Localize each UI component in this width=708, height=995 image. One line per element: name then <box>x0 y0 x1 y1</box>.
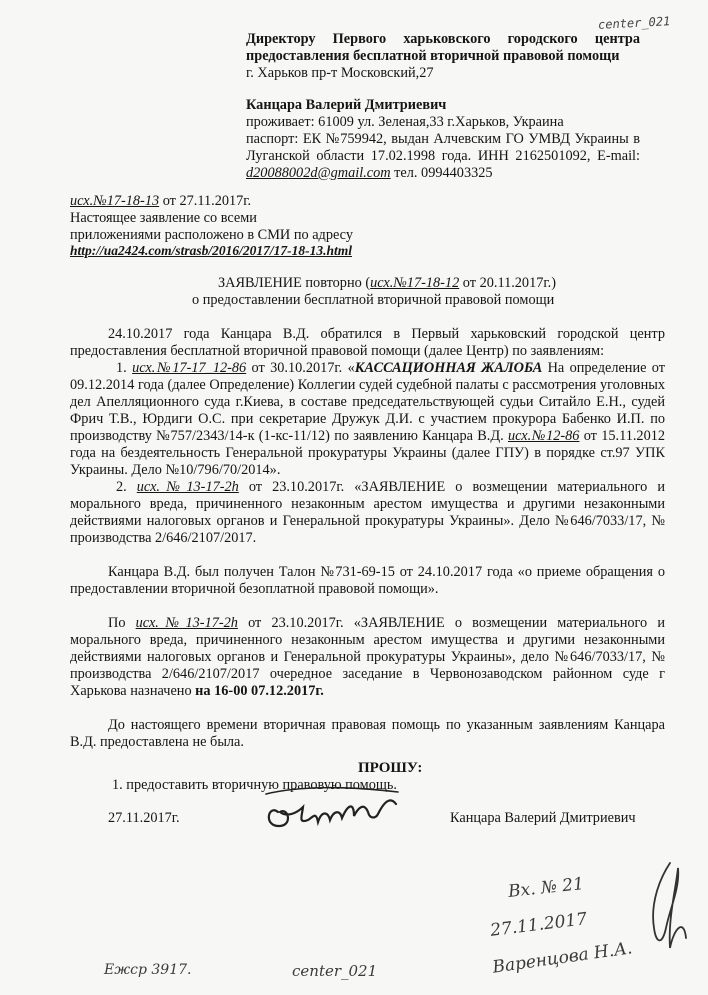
item1-title: КАССАЦИОННАЯ ЖАЛОБА <box>354 360 543 376</box>
body-p2-line-1: Канцара В.Д. был получен Талон №731-69-15 от 24.10.2017 года «о приеме обращения о <box>108 564 665 580</box>
publication-link[interactable]: http://ua2424.com/strasb/2016/2017/17-18-13.html <box>70 243 353 258</box>
body-p3-line-4: производства 2/646/2107/2017 очередное заседание в Червонозаводском районном суде г <box>70 666 665 682</box>
body-p1-line-1: 24.10.2017 года Канцара В.Д. обратился в Первый харьковский городской центр <box>108 326 665 342</box>
sender-address: проживает: 61009 ул. Зеленая,33 г.Харьков, Украина <box>246 114 564 130</box>
applicant-signature <box>258 782 408 842</box>
body-p3-line-5: Харькова назначено на 16-00 07.12.2017г. <box>70 683 324 699</box>
sender-passport-1: паспорт: ЕК №759942, выдан Алчевским ГО УМВД Украины в <box>246 131 640 147</box>
body-p3-line-2: морального вреда, причиненного незаконным арестом имущества и другими незаконными <box>70 632 665 648</box>
item1-line-7: Украины. Дело №10/796/70/2014». <box>70 462 281 478</box>
outgoing-ref-line <box>70 193 251 210</box>
handwritten-receiver: Варенцова Н.А. <box>491 938 634 978</box>
outgoing-date: от 27.11.2017г. <box>159 193 252 209</box>
hearing-time: на 16-00 07.12.2017г. <box>195 683 324 699</box>
request-heading: ПРОШУ: <box>358 760 423 776</box>
request-item: 1. предоставить вторичную правовую помощь. <box>112 777 397 793</box>
sender-name: Канцара Валерий Дмитриевич <box>246 97 447 113</box>
recipient-address: г. Харьков пр-т Московский,27 <box>246 65 434 81</box>
item2-ref: исх.№13-17-2h <box>136 479 239 495</box>
body-p3-line-1: По исх.№13-17-2h от 23.10.2017г. «ЗАЯВЛЕНИЕ о возмещении материального и <box>108 615 665 631</box>
item1-line-2: 09.12.2014 года (далее Определение) Коллегии судей судебной палаты с рассмотрения уголовных <box>70 377 665 393</box>
item1-line-4: Фрич Т.В., Юрдиги О.С. при секретарие Дружук Д.И. с участием прокурора Бабенко И.П. по <box>70 411 665 427</box>
receiver-signature <box>640 858 690 958</box>
item2-line-4: производства 2/646/2107/2017. <box>70 530 257 546</box>
outgoing-note-2: приложениями расположено в СМИ по адресу <box>70 227 353 243</box>
item1-line-3: дел Апелляционного суда г.Киева, в составе председательствующей судьи Ситайло Е.Н., судей <box>70 394 665 410</box>
outgoing-ref: исх.№17-18-13 <box>70 193 160 209</box>
handwritten-bottom-stamp: center_021 <box>292 962 378 980</box>
sender-contacts <box>246 165 493 182</box>
item2-line-3: действиями налоговых органов и Генеральной прокуратуры Украины». Дело №646/7033/17, № <box>70 513 665 529</box>
footer-name: Канцара Валерий Дмитриевич <box>450 810 636 826</box>
item1-ref: исх.№17-17_12-86 <box>132 360 247 376</box>
sender-phone: тел. 0994403325 <box>390 165 493 181</box>
item2-line-2: морального вреда, причиненного незаконным арестом имущества и другими незаконными <box>70 496 665 512</box>
recipient-line-1: Директору Первого харьковского городского центра <box>246 31 640 47</box>
title-ref: исх.№17-18-12 <box>370 275 460 291</box>
sender-passport-2: Луганской области 17.02.1998 года. ИНН 2162501092, E-mail: <box>246 148 640 164</box>
item1-ref-2: исх.№12-86 <box>507 428 580 444</box>
corner-stamp: center_021 <box>597 14 671 32</box>
p3-ref: исх.№13-17-2h <box>135 615 238 631</box>
item1-line-1: 1. исх.№17-17_12-86 от 30.10.2017г. «КАССАЦИОННАЯ ЖАЛОБА На определение от <box>116 360 666 376</box>
sender-email[interactable]: d20088002d@gmail.com <box>246 165 391 181</box>
outgoing-note-1: Настоящее заявление со всеми <box>70 210 257 226</box>
handwritten-incoming-date: 27.11.2017 <box>489 909 589 941</box>
body-p4-line-1: До настоящего времени вторичная правовая помощь по указанным заявлениям Канцара <box>108 717 665 733</box>
item1-line-6: года на бездеятельность Генеральной прокуратуры Украины (далее ГПУ) в порядке ст.97 УПК <box>70 445 665 461</box>
recipient-line-2: предоставления бесплатной вторичной правовой помощи <box>246 48 620 64</box>
document-title: ЗАЯВЛЕНИЕ повторно (исх.№17-18-12 от 20.11.2017г.) <box>218 275 556 291</box>
body-p4-line-2: В.Д. предоставлена не была. <box>70 734 244 750</box>
body-p2-line-2: предоставлении вторичной безоплатной правовой помощи». <box>70 581 439 597</box>
handwritten-incoming-number: Вх. № 21 <box>507 874 585 902</box>
body-p1-line-2: предоставления бесплатной вторичной правовой помощи (далее Центр) по заявлениям: <box>70 343 605 359</box>
footer-date: 27.11.2017г. <box>108 810 180 826</box>
handwritten-left-note: Ежср 3917. <box>104 962 192 978</box>
document-subtitle: о предоставлении бесплатной вторичной правовой помощи <box>192 292 555 308</box>
item2-line-1: 2. исх.№13-17-2h от 23.10.2017г. «ЗАЯВЛЕНИЕ о возмещении материального и <box>116 479 666 495</box>
item1-line-5: производству №757/2343/14-к (1-кс-11/12) по заявлению Канцара В.Д. исх.№12-86 от 15.11.2012 <box>70 428 666 444</box>
body-p3-line-3: действиями налоговых органов и Генеральной прокуратуры Украины», дело №646/7033/17, № <box>70 649 665 665</box>
